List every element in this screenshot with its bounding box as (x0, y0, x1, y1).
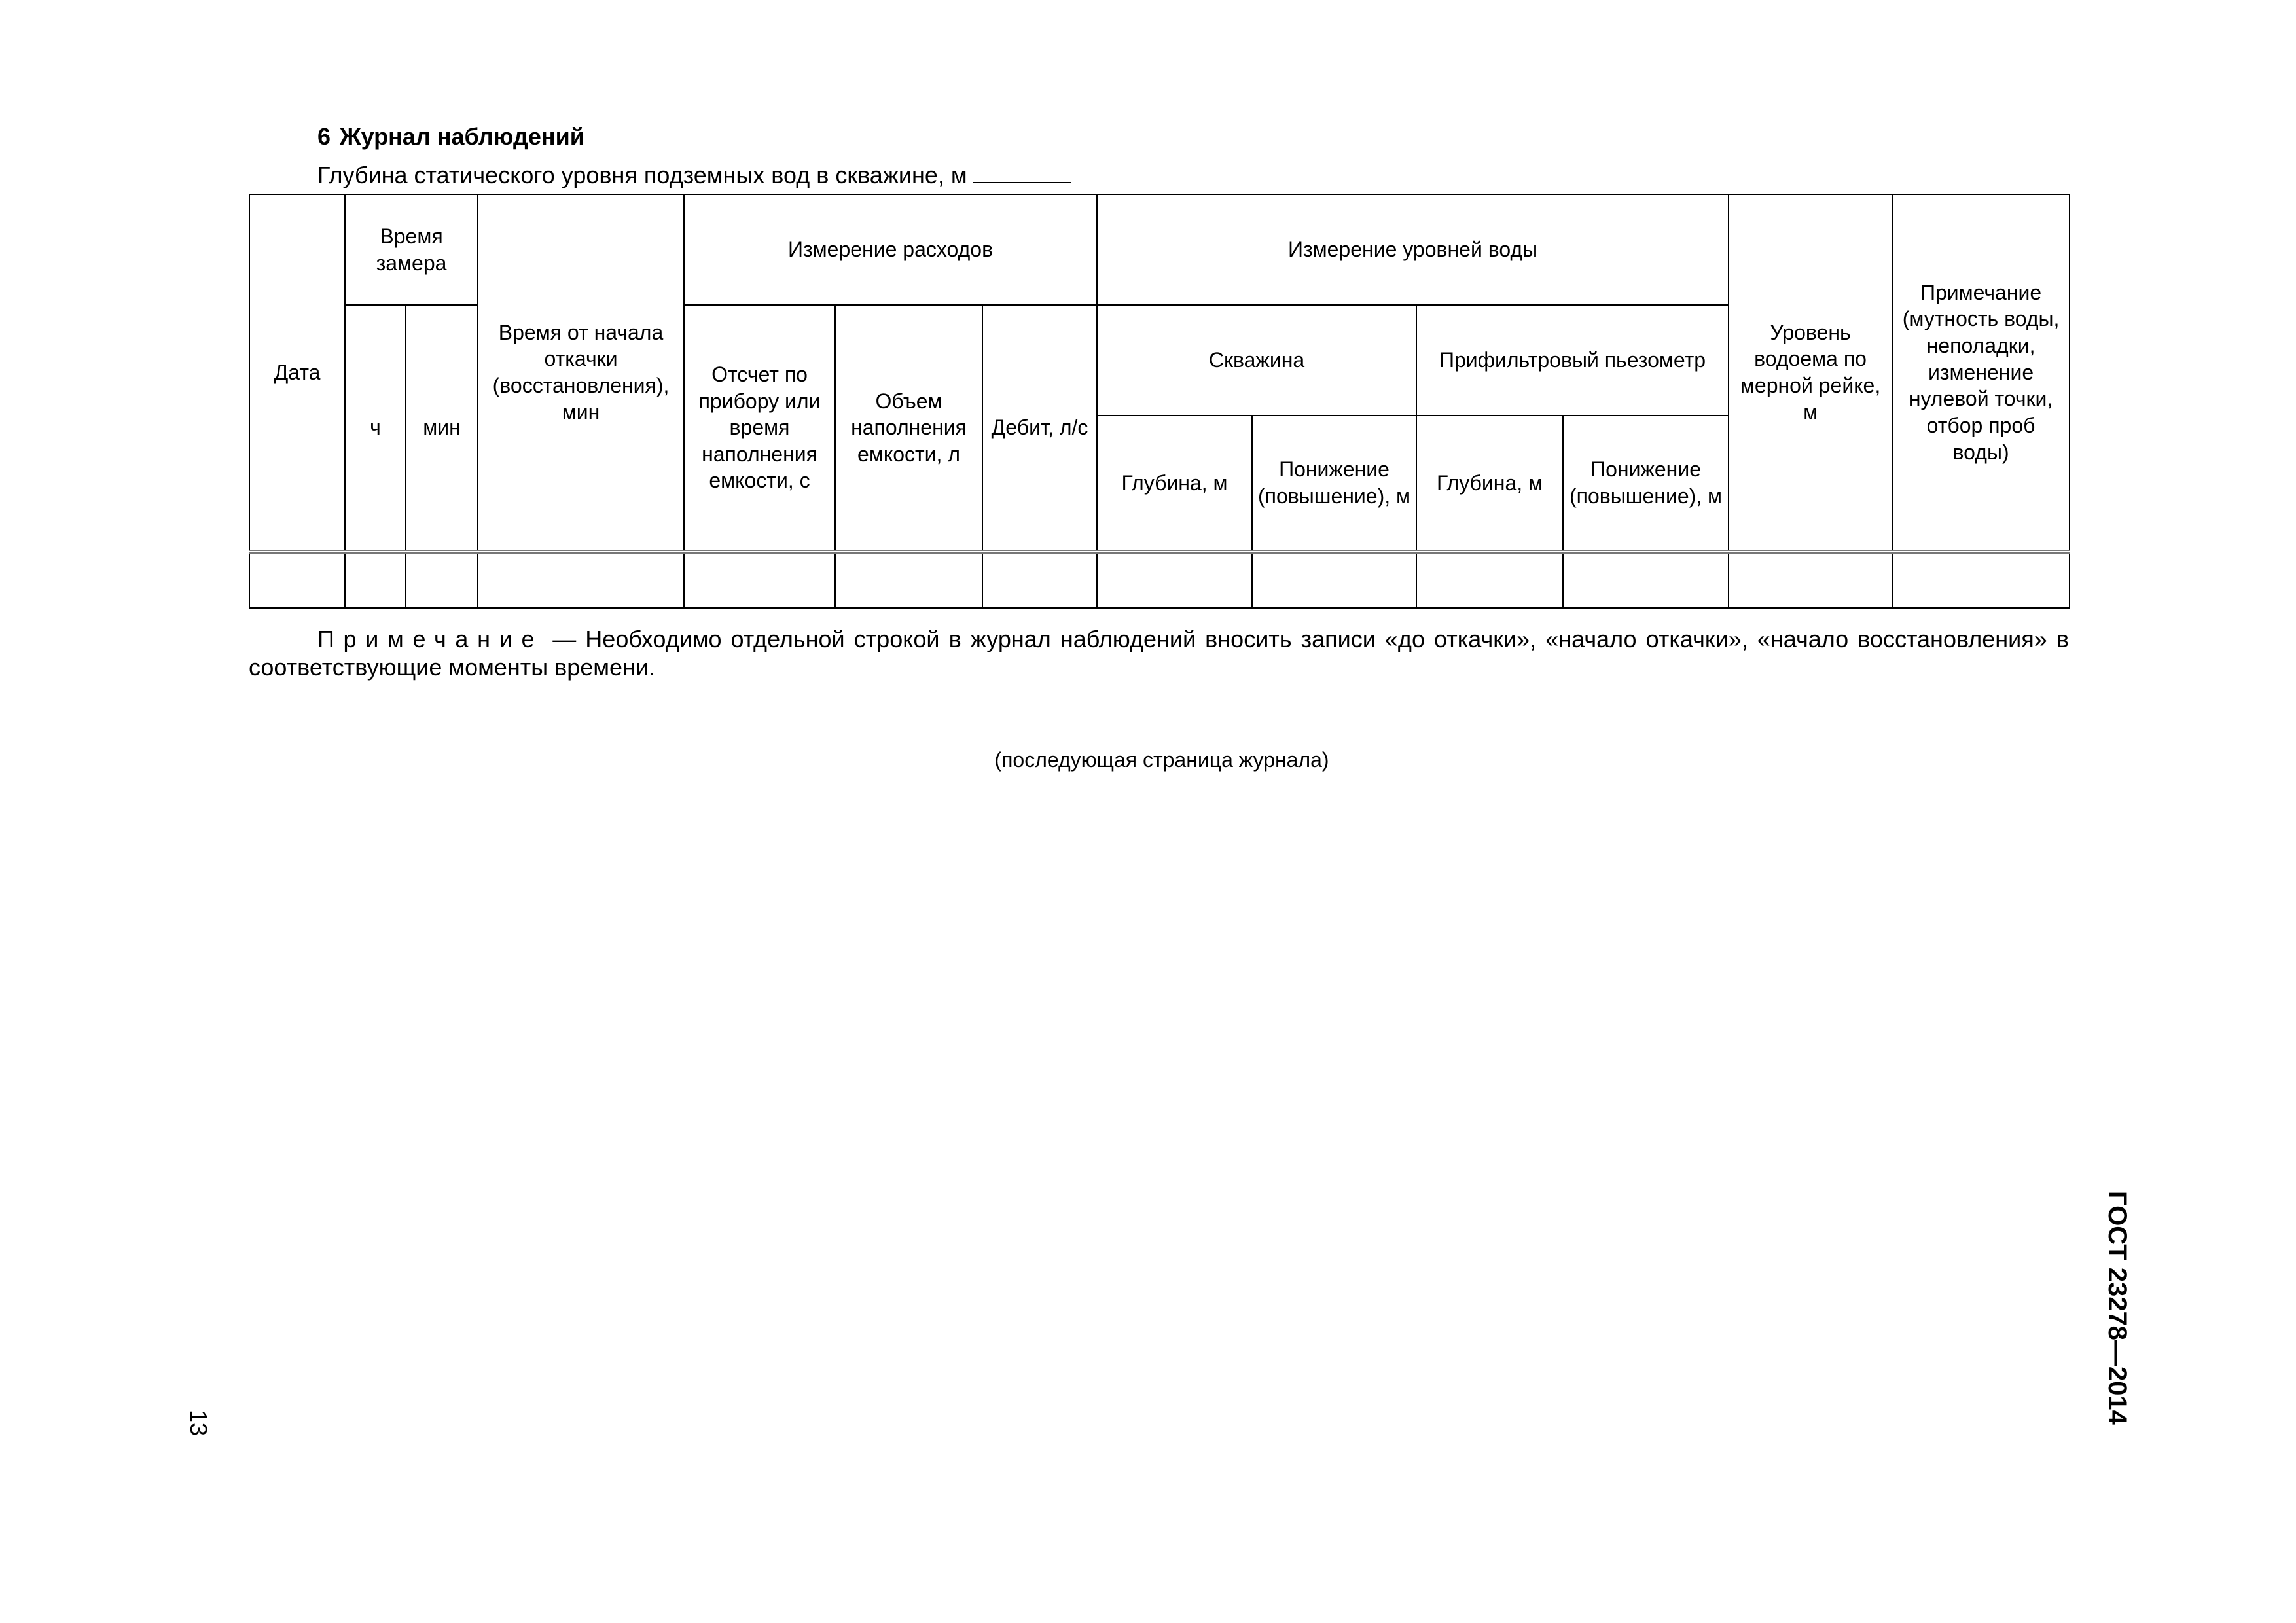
header-piezo-depth: Глубина, м (1416, 416, 1563, 552)
header-piezo-drawdown: Понижение (повышение), м (1563, 416, 1729, 552)
table-cell[interactable] (478, 552, 684, 608)
header-well: Скважина (1097, 305, 1416, 416)
table-cell[interactable] (1252, 552, 1416, 608)
header-date: Дата (249, 194, 345, 552)
header-measure-time: Время замера (345, 194, 478, 305)
table-cell[interactable] (835, 552, 982, 608)
page-number: 13 (185, 1410, 212, 1436)
table-cell[interactable] (406, 552, 478, 608)
header-debit: Дебит, л/с (982, 305, 1097, 552)
table-note (249, 625, 2069, 681)
header-meter-reading: Отсчет по прибору или время наполнения емкости, с (684, 305, 835, 552)
static-level-line (317, 161, 1071, 189)
header-tank-volume: Объем наполнения емкости, л (835, 305, 982, 552)
header-well-depth: Глубина, м (1097, 416, 1252, 552)
table-cell[interactable] (982, 552, 1097, 608)
table-cell[interactable] (249, 552, 345, 608)
static-level-label: Глубина статического уровня подземных вод в скважине, м (317, 162, 967, 188)
next-page-caption: (последующая страница журнала) (994, 748, 1329, 772)
table-row (249, 552, 2070, 608)
standard-designation: ГОСТ 23278—2014 (2103, 1191, 2132, 1425)
table-cell[interactable] (1416, 552, 1563, 608)
header-water-level-measurement: Измерение уровней воды (1097, 194, 1729, 305)
header-well-drawdown: Понижение (повышение), м (1252, 416, 1416, 552)
section-title: Журнал наблюдений (340, 123, 584, 150)
table-cell[interactable] (684, 552, 835, 608)
table-cell[interactable] (1097, 552, 1252, 608)
section-heading (317, 123, 584, 151)
table-cell[interactable] (1563, 552, 1729, 608)
section-number: 6 (317, 123, 331, 150)
static-level-blank[interactable] (973, 161, 1071, 183)
header-prefilter-piezometer: Прифильтровый пьезометр (1416, 305, 1729, 416)
table-cell[interactable] (1729, 552, 1892, 608)
header-elapsed-time: Время от начала откачки (восстановления), мин (478, 194, 684, 552)
note-text: — Необходимо отдельной строкой в журнал наблюдений вносить записи «до откачки», «начало откачки», «начало восстановления» в соответствующие моменты времени. (249, 626, 2069, 681)
note-label: Примечание (317, 626, 544, 652)
observation-journal-table (249, 194, 2070, 609)
table-cell[interactable] (345, 552, 406, 608)
table-cell[interactable] (1892, 552, 2070, 608)
header-remarks: Примечание (мутность воды, неполадки, изменение нулевой точки, отбор проб воды) (1892, 194, 2070, 552)
header-reservoir-level: Уровень водоема по мерной рейке, м (1729, 194, 1892, 552)
header-hour: ч (345, 305, 406, 552)
header-minute: мин (406, 305, 478, 552)
header-flow-measurement: Измерение расходов (684, 194, 1097, 305)
